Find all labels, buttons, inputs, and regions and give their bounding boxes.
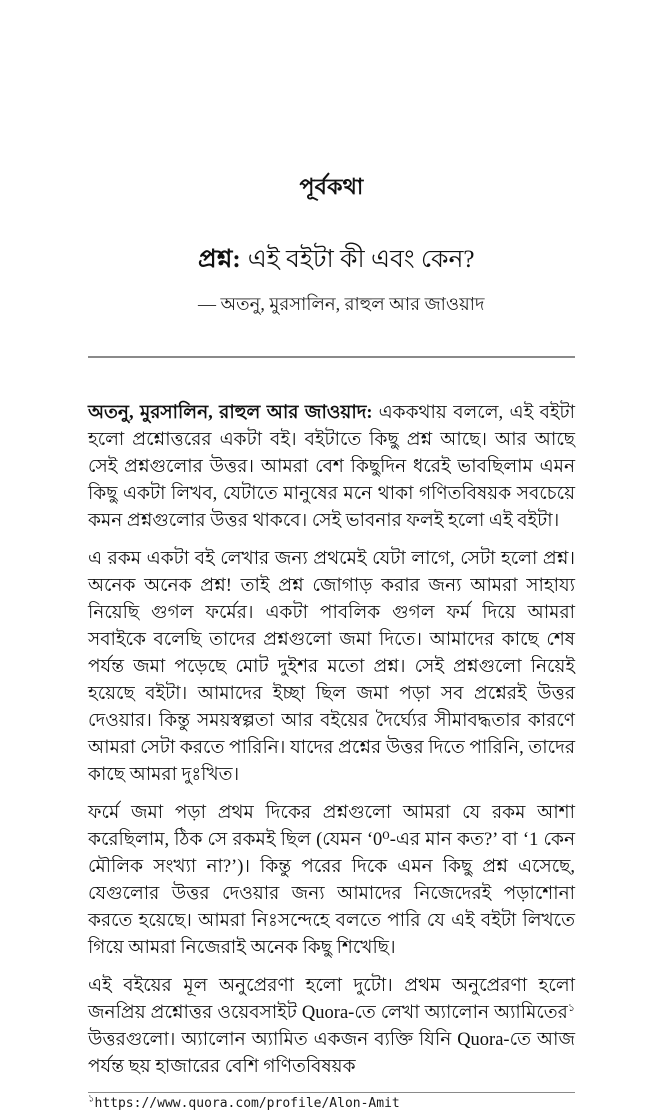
paragraph-1-text: এককথায় বললে, এই বইটা হলো প্রশ্নোত্তরের একটা বই। বইটাতে কিছু প্রশ্ন আছে। আর আছে সেই প্রশ্নগুলোর উত্তর। আমরা বেশ কিছুদিন ধরেই ভাবছিলাম এমন কিছু একটা লিখব, যেটাতে মানুষের মনে থাকা গণিতবিষয়ক সবচেয়ে কমন প্রশ্নগুলোর উত্তর থাকবে। সেই ভাবনার ফলই হলো এই বইটা। xyxy=(88,403,576,531)
paragraph-1-lead: অতনু, মুরসালিন, রাহুল আর জাওয়াদ: xyxy=(88,403,373,423)
footnote xyxy=(88,1093,575,1111)
title-question-label: প্রশ্ন: xyxy=(198,246,241,273)
paragraph-2: এ রকম একটা বই লেখার জন্য প্রথমেই যেটা লাগে, সেটা হলো প্রশ্ন। অনেক অনেক প্রশ্ন! তাই প্রশ্ন জোগাড় করার জন্য আমরা সাহায্য নিয়েছি গুগল ফর্মের। একটা পাবলিক গুগল ফর্ম দিয়ে আমরা সবাইকে বলেছি তাদের প্রশ্নগুলো জমা দিতে। আমাদের কাছে শেষ পর্যন্ত জমা পড়েছে মোট দুইশর মতো প্রশ্ন। সেই প্রশ্নগুলো নিয়েই হয়েছে বইটা। আমাদের ইচ্ছা ছিল জমা পড়া সব প্রশ্নেরই উত্তর দেওয়ার। কিন্তু সময়স্বল্পতা আর বইয়ের দৈর্ঘ্যের সীমাবদ্ধতার কারণে আমরা সেটা করতে পারিনি। যাদের প্রশ্নের উত্তর দিতে পারিনি, তাদের কাছে আমরা দুঃখিত। xyxy=(88,549,575,785)
chapter-title xyxy=(198,245,575,275)
title-text: এই বইটা কী এবং কেন? xyxy=(247,246,475,273)
footnote-marker: ১ xyxy=(88,1093,95,1105)
byline: — অতনু, মুরসালিন, রাহুল আর জাওয়াদ xyxy=(198,294,485,314)
paragraph-3: ফর্মে জমা পড়া প্রথম দিকের প্রশ্নগুলো আমরা যে রকম আশা করেছিলাম, ঠিক সে রকমই ছিল (যেমন ‘0⁰-এর মান কত?’ বা ‘1 কেন মৌলিক সংখ্যা না?’)। কিন্তু পরের দিকে এমন কিছু প্রশ্ন এসেছে, যেগুলোর উত্তর দেওয়ার জন্য আমাদের নিজেদেরই পড়াশোনা করতে হয়েছে। আমরা নিঃসন্দেহে বলতে পারি যে এই বইটা লিখতে গিয়ে আমরা নিজেরাই অনেক কিছু শিখেছি। xyxy=(88,803,575,958)
paragraph-1 xyxy=(88,400,575,535)
paragraph-4-text-after: উত্তরগুলো। অ্যালোন অ্যামিত একজন ব্যক্তি যিনি Quora-তে আজ পর্যন্ত ছয় হাজারের বেশি গণিতবিষয়ক xyxy=(88,1030,575,1077)
paragraph-4 xyxy=(88,973,575,1081)
footnote-area xyxy=(88,1092,575,1111)
chapter-header: পূর্বকথা xyxy=(299,174,364,199)
paragraph-4-text-before: এই বইয়ের মূল অনুপ্রেরণা হলো দুটো। প্রথম অনুপ্রেরণা হলো জনপ্রিয় প্রশ্নোত্তর ওয়েবসাইট Quora-তে লেখা অ্যালোন অ্যামিতের xyxy=(88,976,575,1023)
footnote-reference: ১ xyxy=(567,1001,575,1014)
footnote-separator xyxy=(88,1092,575,1093)
footnote-url: https://www.quora.com/profile/Alon-Amit xyxy=(94,1096,400,1111)
title-separator xyxy=(88,356,575,358)
body-text xyxy=(88,400,575,1081)
